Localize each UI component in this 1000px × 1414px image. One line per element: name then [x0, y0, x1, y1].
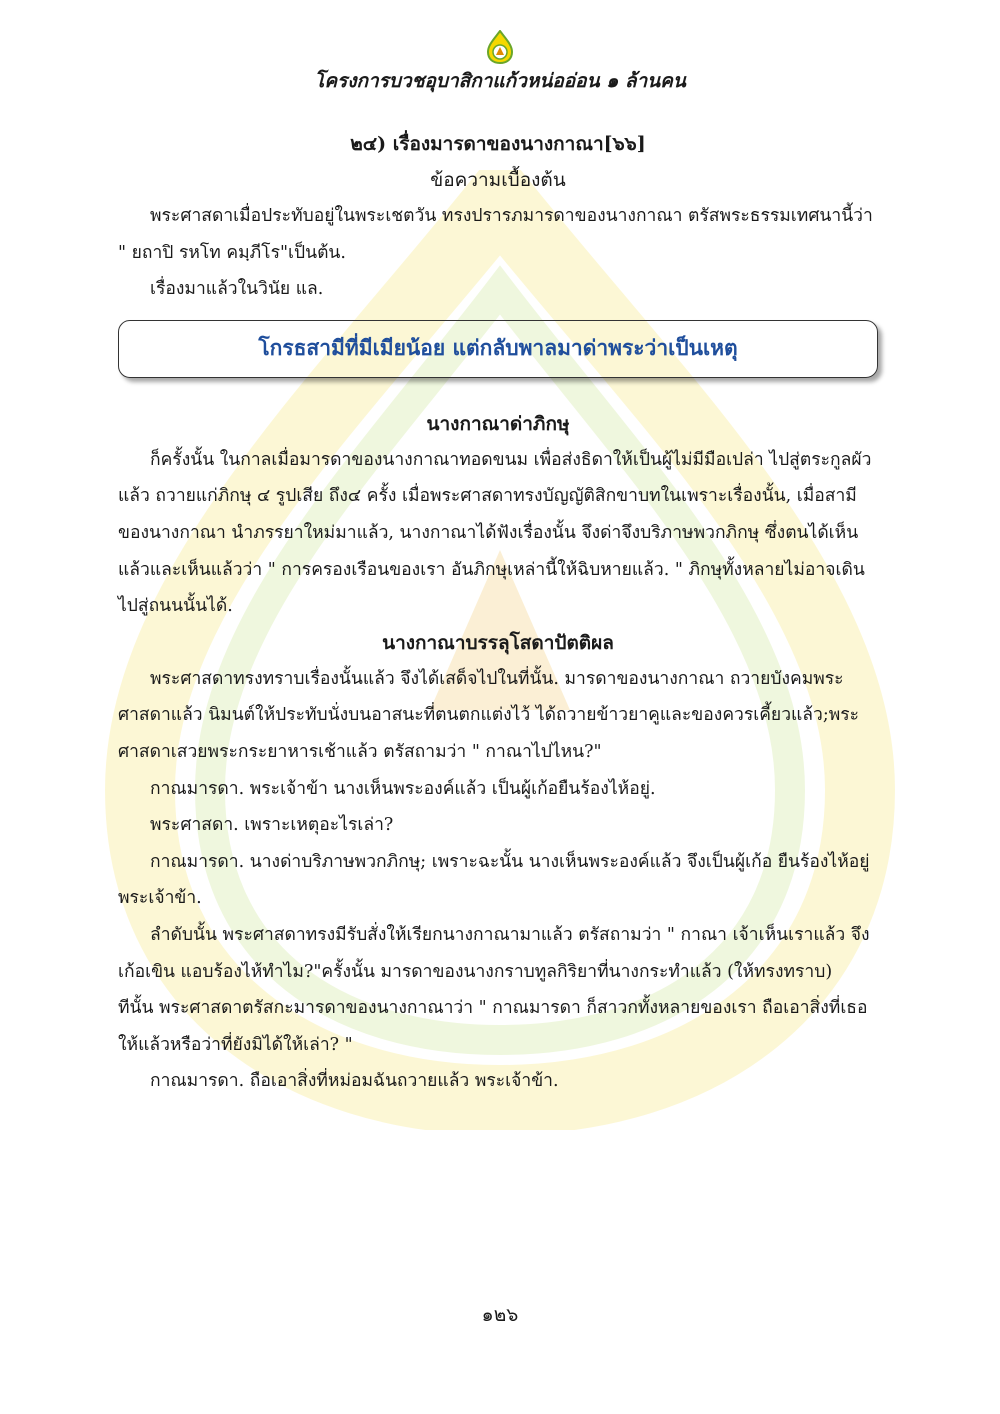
body-paragraph: พระศาสดาทรงทราบเรื่องนั้นแล้ว จึงได้เสด็จไปในที่นั้น. มารดาของนางกาณา ถวายบังคมพระศาสดาแล้ว นิมนต์ให้ประทับนั่งบนอาสนะที่ตนตกแต่งไว้ ได้ถวายข้าวยาคูและของควรเคี้ยวแล้ว;พระศาสดาเสวยพระกระยาหารเช้าแล้ว ตรัสถามว่า " กาณาไปไหน?" [118, 668, 860, 762]
project-logo-icon [486, 30, 514, 64]
intro-paragraph: พระศาสดาเมื่อประทับอยู่ในพระเชตวัน ทรงปรารภมารดาของนางกาณา ตรัสพระธรรมเทศนานี้ว่า " ยถาปิ รหโท คมฺภีโร"เป็นต้น. [118, 206, 873, 263]
body-paragraph: ทีนั้น พระศาสดาตรัสกะมารดาของนางกาณาว่า " กาณมารดา ก็สาวกทั้งหลายของเรา ถือเอาสิ่งที่เธอให้แล้วหรือว่าที่ยังมิได้ให้เล่า? " [118, 998, 868, 1055]
body-paragraph: ก็ครั้งนั้น ในกาลเมื่อมารดาของนางกาณาทอดขนม เพื่อส่งธิดาให้เป็นผู้ไม่มีมือเปล่า ไปสู่ตระกูลผัวแล้ว ถวายแก่ภิกษุ ๔ รูปเสีย ถึง๔ ครั้ง เมื่อพระศาสดาทรงบัญญัติสิกขาบทในเพราะเรื่องนั้น, เมื่อสามีของนางกาณา นำภรรยาใหม่มาแล้ว, นางกาณาได้ฟังเรื่องนั้น จึงด่าจึงบริภาษพวกภิกษุ ซึ่งตนได้เห็นแล้วและเห็นแล้วว่า " การครองเรือนของเรา อันภิกษุเหล่านี้ให้ฉิบหายแล้ว. " ภิกษุทั้งหลายไม่อาจเดินไปสู่ถนนนั้นได้. [118, 449, 872, 617]
body-paragraph: กาณมารดา. ถือเอาสิ่งที่หม่อมฉันถวายแล้ว พระเจ้าข้า. [150, 1071, 559, 1092]
section-heading: นางกาณาบรรลุโสดาปัตติผล [382, 631, 614, 654]
page-number: ๑๒๖ [481, 1304, 519, 1326]
document-body [118, 126, 878, 1100]
project-title: โครงการบวชอุบาสิกาแก้วหน่ออ่อน ๑ ล้านคน [314, 70, 686, 92]
intro-heading: ข้อความเบื้องต้น [430, 169, 566, 191]
story-title: ๒๔) เรื่องมารดาของนางกาณา[๖๖] [350, 133, 646, 155]
section-heading: นางกาณาด่าภิกษุ [426, 412, 570, 435]
body-paragraph: ลำดับนั้น พระศาสดาทรงมีรับสั่งให้เรียกนางกาณามาแล้ว ตรัสถามว่า " กาณา เจ้าเห็นเราแล้ว จึงเก้อเขิน แอบร้องไห้ทำไม?"ครั้งนั้น มารดาของนางกราบทูลกิริยาที่นางกระทำแล้ว (ให้ทรงทราบ) [118, 924, 870, 982]
body-paragraph: กาณมารดา. นางด่าบริภาษพวกภิกษุ; เพราะฉะนั้น นางเห็นพระองค์แล้ว จึงเป็นผู้เก้อ ยืนร้องไห้อยู่ พระเจ้าข้า. [118, 851, 870, 909]
body-paragraph: พระศาสดา. เพราะเหตุอะไรเล่า? [150, 815, 394, 836]
body-paragraph: กาณมารดา. พระเจ้าข้า นางเห็นพระองค์แล้ว เป็นผู้เก้อยืนร้องไห้อยู่. [150, 778, 656, 799]
highlight-banner: โกรธสามีที่มีเมียน้อย แต่กลับพาลมาด่าพระว่าเป็นเหตุ [118, 320, 878, 378]
intro-paragraph: เรื่องมาแล้วในวินัย แล. [150, 279, 324, 300]
